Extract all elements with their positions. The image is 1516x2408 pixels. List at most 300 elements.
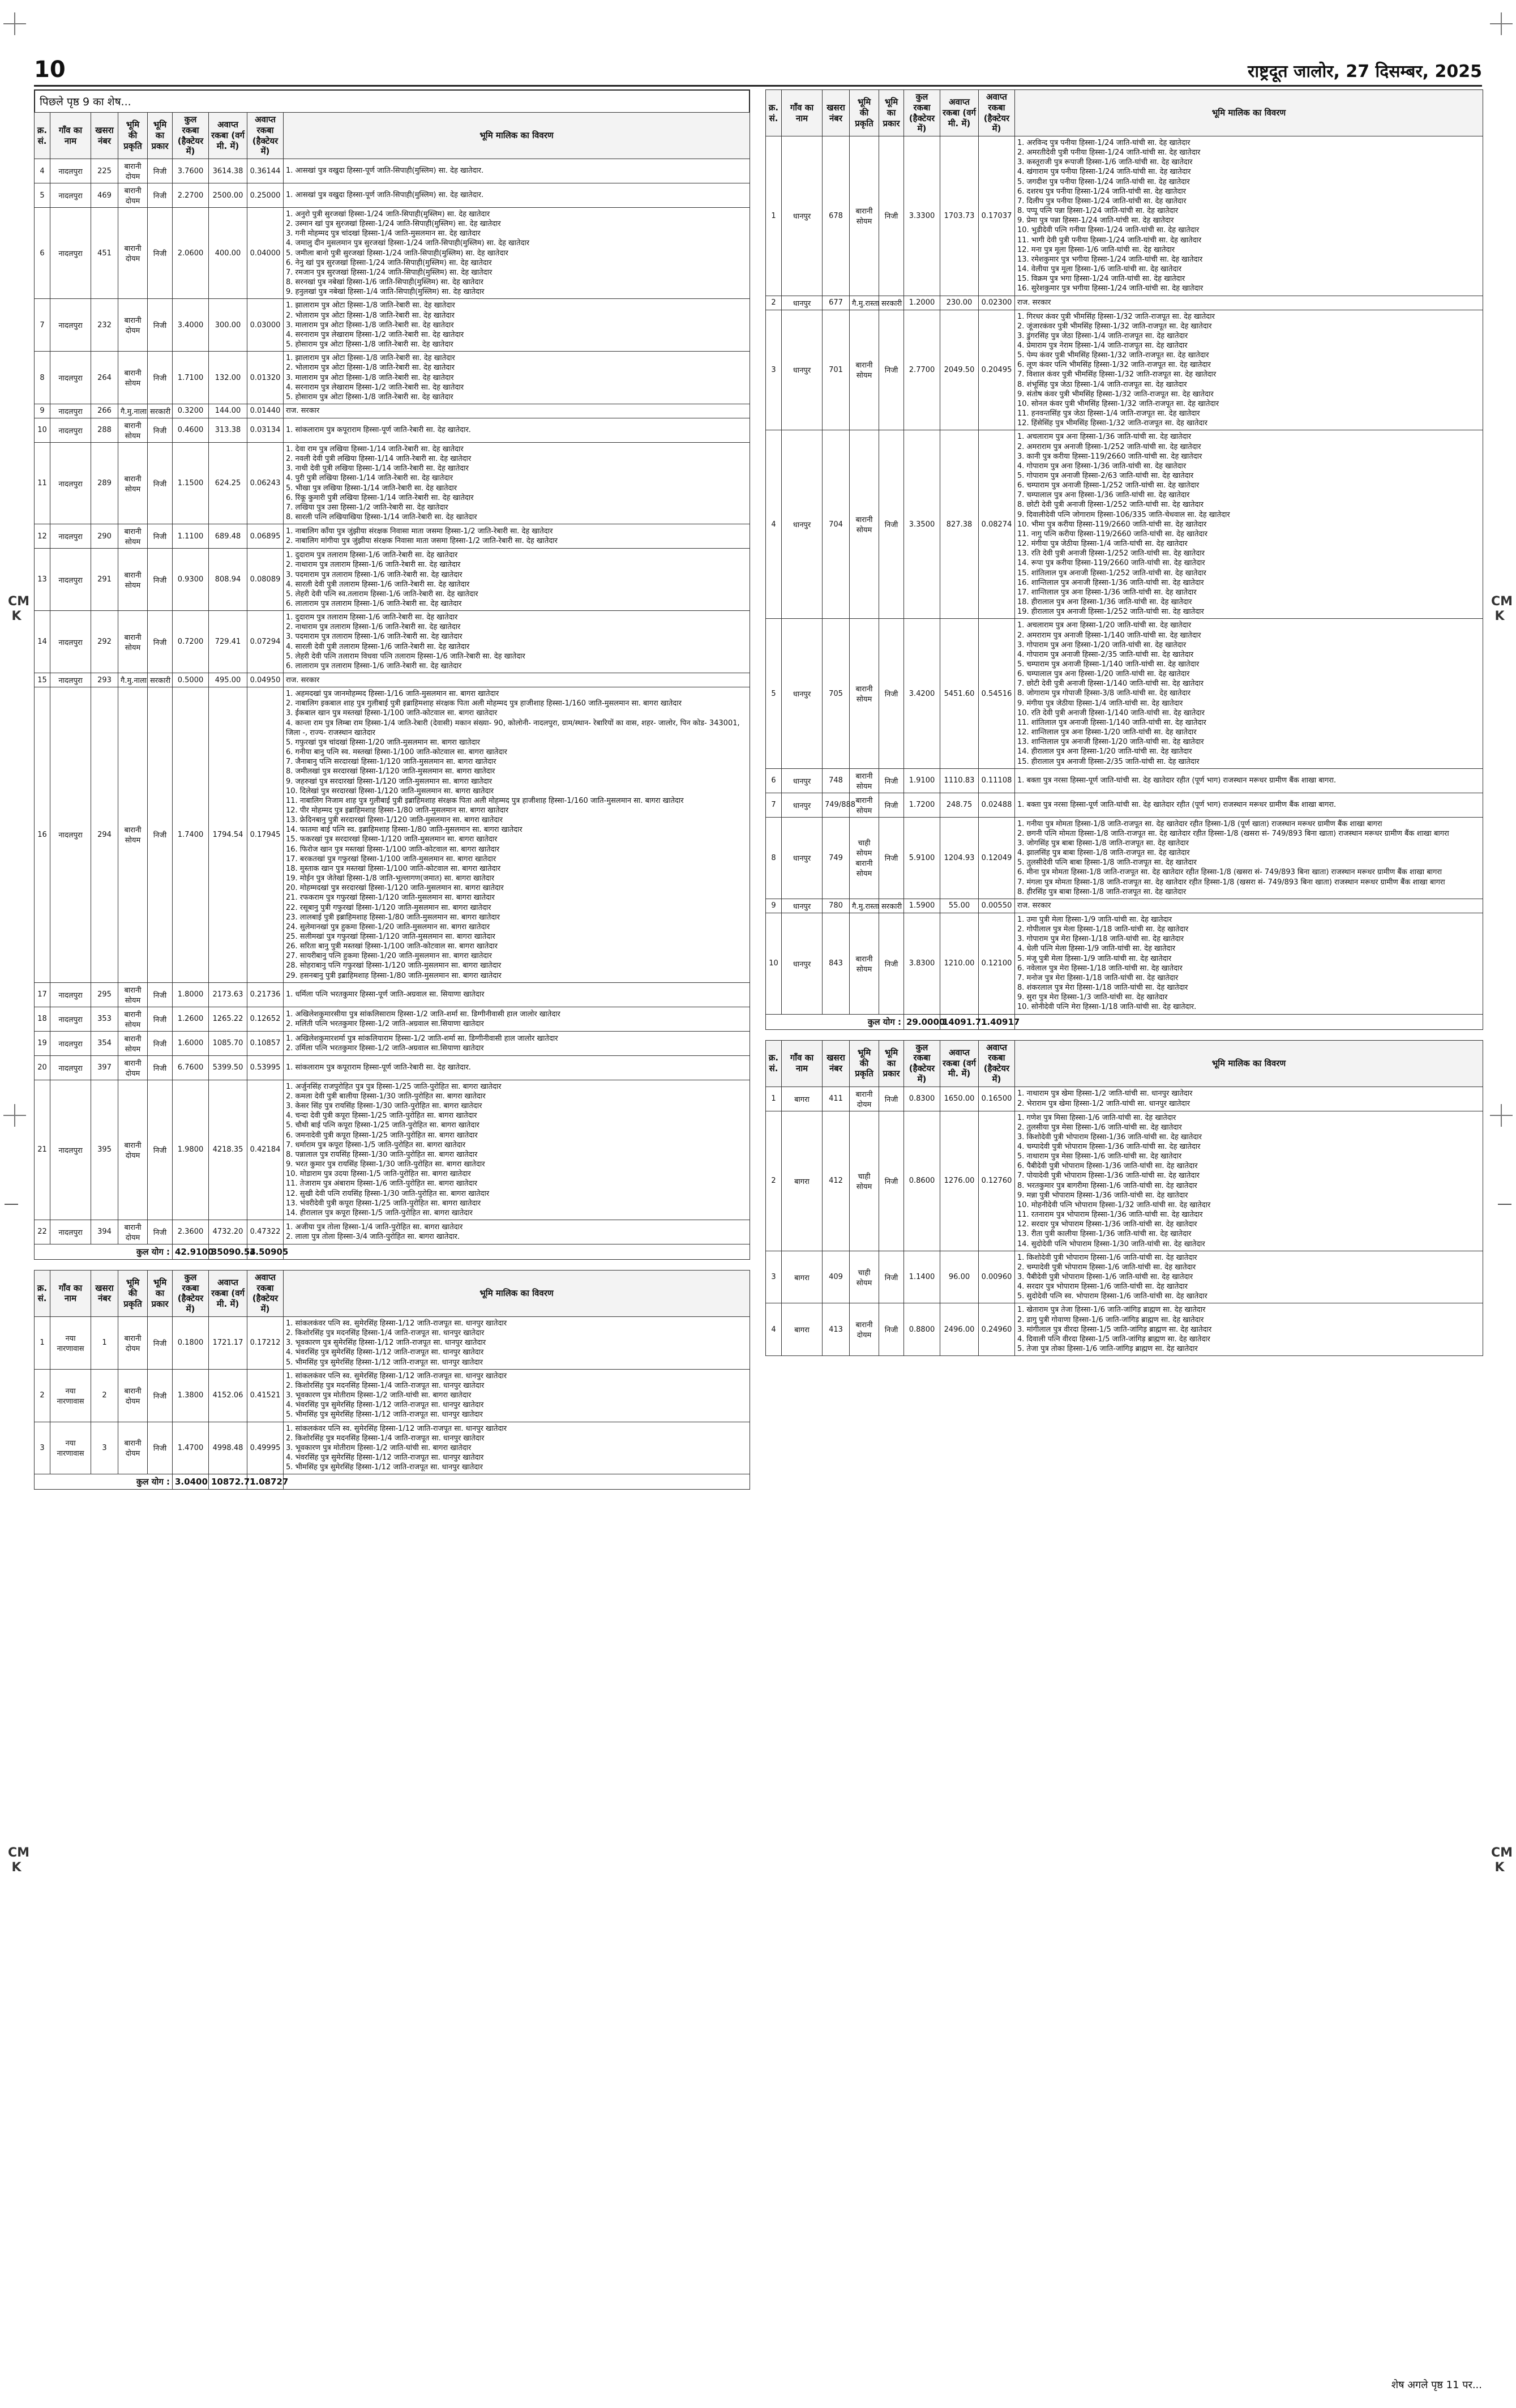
cell-type: निजी — [148, 1031, 173, 1055]
land-table — [34, 1270, 750, 1490]
cell-owners — [284, 673, 750, 687]
column-header: भूमि मालिक का विवरण — [284, 113, 750, 159]
owner-line: 9. मंगीया पुत्र जेठीया हिस्सा-1/4 जाति-घांची सा. देह खातेदार — [1017, 699, 1183, 708]
owner-line: 22. रसूबानु पुत्री गफुरखां हिस्सा-1/120 जाति-मुसलमान सा. बागरा खातेदार — [286, 903, 491, 912]
cell-khasra: 678 — [823, 136, 850, 296]
owner-line: 13. शान्तिलाल पुत्र अनाजी हिस्सा-1/20 जाति-घांची सा. देह खातेदार — [1017, 738, 1204, 747]
cell-sn: 18 — [35, 1007, 50, 1031]
cell-total: 3.7600 — [173, 159, 209, 183]
owner-line: 29. हसनबानु पुत्री इब्राहिमशाह हिस्सा-1/80 जाति-मुसलमान सा. बागरा खातेदार — [286, 971, 502, 980]
owner-line: 9. भरत कुमार पुत्र रायसिंह हिस्सा-1/30 जाति-पुरोहित सा. बागरा खातेदार — [286, 1160, 485, 1169]
cell-nature: गै.मु.नाला — [118, 673, 148, 687]
cell-village: नादलपुरा — [50, 549, 91, 611]
owner-line: 1. अजीया पुत्र तोला हिस्सा-1/4 जाति-पुरोहित सा. बागरा खातेदार — [286, 1222, 463, 1231]
table-row — [766, 1251, 1483, 1303]
cell-acq-ha: 0.16500 — [979, 1087, 1015, 1111]
total-label: कुल योग : — [35, 1244, 173, 1259]
cell-owners — [1015, 899, 1483, 913]
column-header: खसरा नंबर — [91, 113, 118, 159]
owner-line: 2. छगनी पत्नि मोमता हिस्सा-1/8 जाति-राजपूत सा. देह खातेदार रहीत हिस्सा-1/8 (खसरा सं- 749/893 बिना खाता) राजस्थान मरूधर ग्रामीण बैंक शाखा बागरा — [1017, 829, 1449, 838]
owner-line: 3. किशोदेवी पुत्री भोपाराम हिस्सा-1/36 जाति-घांची सा. देह खातेदार — [1017, 1132, 1202, 1141]
cell-acq-sqm: 808.94 — [209, 549, 247, 611]
cell-total: 3.8300 — [904, 913, 940, 1014]
owner-line: 4. झालसिंह पुत्र बाबा हिस्सा-1/8 जाति-राजपूत सा. देह खातेदार — [1017, 849, 1190, 858]
cell-sn: 11 — [35, 442, 50, 524]
page-header — [34, 57, 1482, 87]
owner-line: 1. अखिलेशकुमारसीया पुत्र सांकलिसाराम हिस्सा-1/2 जाति-शर्मा सा. डिग्गीनीवासी हाल जालोर खातेदार — [286, 1010, 560, 1019]
cell-nature: बारानी दोयम — [118, 1220, 148, 1244]
cell-khasra: 701 — [823, 310, 850, 430]
owner-line: 4. प्रेमाराम पुत्र नेराम हिस्सा-1/4 जाति-राजपूत सा. देह खातेदार — [1017, 341, 1188, 350]
cell-nature: बारानी दोयम — [118, 183, 148, 208]
cell-owners — [284, 1007, 750, 1031]
cell-acq-ha: 0.20495 — [979, 310, 1015, 430]
cell-sn: 9 — [35, 404, 50, 418]
fold-mark — [1498, 1204, 1511, 1205]
owner-line: 4. चन्दा देवी पुत्री कपूरा हिस्सा-1/25 जाति-पुरोहित सा. बागरा खातेदार — [286, 1111, 477, 1120]
owner-line: 5. तेजा पुत्र तोका हिस्सा-1/6 जाति-जांगिड़ ब्राह्मण सा. देह खातेदार — [1017, 1345, 1198, 1354]
column-header: अवाप्त रकबा (वर्ग मी. में) — [209, 1270, 247, 1316]
table-row — [766, 768, 1483, 793]
cell-total: 1.7400 — [173, 687, 209, 983]
owner-line: 3. केसर सिंह पुत्र रायसिंह हिस्सा-1/30 जाति-पुरोहित सा. बागरा खातेदार — [286, 1102, 482, 1111]
cell-total: 0.8600 — [904, 1111, 940, 1251]
owner-line: 12. शान्तिलाल पुत्र अना हिस्सा-1/20 जाति-घांची सा. देह खातेदार — [1017, 728, 1197, 737]
cell-acq-sqm: 1265.22 — [209, 1007, 247, 1031]
owner-line: 14. सुदोदेवी पत्नि भोपाराम हिस्सा-1/30 जाति-घांची सा. देह खातेदार — [1017, 1239, 1205, 1248]
cell-total: 1.6000 — [173, 1031, 209, 1055]
owner-line: 1. सांकलकंवर पत्नि स्व. सुमेरसिंह हिस्सा-1/12 जाति-राजपूत सा. धानपुर खातेदार — [286, 1319, 507, 1328]
cell-khasra: 264 — [91, 352, 118, 404]
cell-nature: गै.मु.नाला — [118, 404, 148, 418]
cell-khasra: 451 — [91, 208, 118, 299]
owner-line: 15. विक्रम पुत्र भगा हिस्सा-1/24 जाति-घांची सा. देह खातेदार — [1017, 275, 1185, 284]
cell-acq-sqm: 1085.70 — [209, 1031, 247, 1055]
owner-line: 2. अमराराम पुत्र अनाजी हिस्सा-1/140 जाति-घांची सा. देह खातेदार — [1017, 631, 1201, 640]
cell-village: नादलपुरा — [50, 982, 91, 1007]
owner-line: 1. नाबालिग काँया पुत्र जुंझीया संरक्षक निवासा माता जसमा हिस्सा-1/2 जाति-रेबारी सा. देह खातेदार — [286, 527, 553, 536]
cell-sn: 20 — [35, 1055, 50, 1080]
cell-acq-ha: 0.12100 — [979, 913, 1015, 1014]
cell-total: 0.7200 — [173, 611, 209, 673]
cell-type: निजी — [148, 183, 173, 208]
owner-line: 6. नवेलाल पुत्र मेरा हिस्सा-1/18 जाति-घांची सा. देह खातेदार — [1017, 964, 1183, 973]
cell-acq-sqm: 1276.00 — [940, 1111, 979, 1251]
table-row — [766, 1111, 1483, 1251]
cell-nature: बारानी दोयम — [118, 1369, 148, 1422]
owner-line: 5. भीमसिंह पुत्र सुमेरसिंह हिस्सा-1/12 जाति-राजपूत सा. धानपुर खातेदार — [286, 1463, 483, 1472]
column-header: अवाप्त रकबा (वर्ग मी. में) — [209, 113, 247, 159]
cell-owners — [284, 159, 750, 183]
cell-nature: बारानी दोयम — [118, 159, 148, 183]
column-header: अवाप्त रकबा (वर्ग मी. में) — [940, 1040, 979, 1087]
cell-type: सरकारी — [879, 296, 904, 310]
cell-total: 3.3300 — [904, 136, 940, 296]
cell-type: निजी — [879, 310, 904, 430]
owner-line: 1. धर्मिला पत्नि भरतकुमार हिस्सा-पूर्ण जाति-अग्रवाल सा. सियाणा खातेदार — [286, 990, 485, 999]
cell-khasra: 3 — [91, 1422, 118, 1474]
land-table — [34, 112, 750, 1260]
cell-nature: बारानी दोयम — [850, 1303, 879, 1356]
cell-total: 0.1800 — [173, 1316, 209, 1369]
cell-nature: बारानी सोयम — [850, 768, 879, 793]
table-header-row — [35, 1270, 750, 1316]
cell-village: नादलपुरा — [50, 299, 91, 352]
cell-total: 1.5900 — [904, 899, 940, 913]
cell-khasra: 232 — [91, 299, 118, 352]
owner-line: 2. नाथाराम पुत्र तलाराम हिस्सा-1/6 जाति-रेबारी सा. देह खातेदार — [286, 623, 461, 632]
cell-nature: बारानी दोयम — [118, 1422, 148, 1474]
cell-type: निजी — [148, 524, 173, 549]
cell-type: निजी — [879, 430, 904, 619]
cell-acq-sqm: 4732.20 — [209, 1220, 247, 1244]
owner-line: 10. भीमा पुत्र करीया हिस्सा-119/2660 जाति-घांची सा. देह खातेदार — [1017, 520, 1207, 529]
cell-village: धानपुर — [782, 793, 823, 817]
owner-line: 28. सोहराबानु पत्नि गफुरखां हिस्सा-1/120 जाति-मुसलमान सा. बागरा खातेदार — [286, 961, 502, 970]
owner-line: 1. अहमदखां पुत्र जानमोहम्मद हिस्सा-1/16 जाति-मुसलमान सा. बागरा खातेदार — [286, 690, 499, 699]
table-row — [766, 136, 1483, 296]
owner-line: 3. भूवकारण पुत्र मोतीराम हिस्सा-1/2 जाति-घांची सा. बागरा खातेदार — [286, 1391, 472, 1400]
cell-type: निजी — [148, 352, 173, 404]
table-row — [766, 817, 1483, 899]
cell-acq-ha: 0.53995 — [247, 1055, 284, 1080]
cell-village: नया नारणावास — [50, 1369, 91, 1422]
owner-line: 3. गोपाराम पुत्र मेरा हिस्सा-1/18 जाति-घांची सा. देह खातेदार — [1017, 935, 1184, 944]
cell-sn: 8 — [35, 352, 50, 404]
table-row — [766, 1303, 1483, 1356]
cell-acq-ha: 0.04000 — [247, 208, 284, 299]
column-header: भूमि की प्रकृति — [118, 1270, 148, 1316]
cell-owners — [284, 611, 750, 673]
owner-line: 5. पेम्प कंवर पुत्री भीमसिंह हिस्सा-1/32 जाति-राजपूत सा. देह खातेदार — [1017, 351, 1209, 360]
table-row — [35, 549, 750, 611]
cell-acq-sqm: 248.75 — [940, 793, 979, 817]
owner-line: राज. सरकार — [286, 407, 320, 416]
cell-owners — [284, 1031, 750, 1055]
owner-line: 1. गणेश पुत्र मिसा हिस्सा-1/6 जाति-घांची सा. देह खातेदार — [1017, 1113, 1176, 1122]
cell-sn: 6 — [766, 768, 782, 793]
cell-total: 6.7600 — [173, 1055, 209, 1080]
registration-mark: CM K — [1491, 594, 1513, 624]
owner-line: 3. गनी मोहम्मद पुत्र चांदखां हिस्सा-1/4 जाति-मुसलमान सा. देह खातेदार — [286, 229, 481, 238]
cell-total: 0.8800 — [904, 1303, 940, 1356]
cell-type: निजी — [148, 442, 173, 524]
owner-line: 5. सुदोदेवी पत्नि स्व. भोपाराम हिस्सा-1/6 जाति-घांची सा. देह खातेदार — [1017, 1292, 1207, 1301]
owner-line: 9. जहरुखां पुत्र सरदारखां हिस्सा-1/120 जाति-मुसलमान सा. बागरा खातेदार — [286, 777, 493, 786]
cell-khasra: 292 — [91, 611, 118, 673]
owner-line: 1. गनीया पुत्र मोमता हिस्सा-1/8 जाति-राजपूत सा. देह खातेदार रहीत हिस्सा-1/8 (पूर्ण खाता) राजस्थान मरूधर ग्रामीण बैंक शाखा बागरा — [1017, 819, 1382, 828]
owner-line: 5. लेहरी देवी पत्नि तलाराम विधवा पत्नि तलाराम हिस्सा-1/6 जाति-रेबारी सा. देह खातेदार — [286, 652, 525, 661]
total-row — [35, 1474, 750, 1490]
column-header: भूमि का प्रकार — [879, 90, 904, 136]
owner-line: 1. दुदाराम पुत्र तलाराम हिस्सा-1/6 जाति-रेबारी सा. देह खातेदार — [286, 551, 458, 560]
cell-owners — [1015, 430, 1483, 619]
owner-line: 4. भंवरसिंह पुत्र सुमेरसिंह हिस्सा-1/12 जाति-राजपूत सा. धानपुर खातेदार — [286, 1348, 484, 1357]
cell-acq-ha: 0.02488 — [979, 793, 1015, 817]
table-row — [35, 1422, 750, 1474]
column-header: क्र. सं. — [35, 113, 50, 159]
owner-line: 7. मनोज पुत्र मेरा हिस्सा-1/18 जाति-घांची सा. देह खातेदार — [1017, 973, 1179, 982]
cell-nature: बारानी सोयम — [850, 136, 879, 296]
cell-nature: गै.मु.रास्ता — [850, 899, 879, 913]
cell-acq-ha: 0.42184 — [247, 1080, 284, 1220]
cell-owners — [284, 549, 750, 611]
cell-acq-sqm: 1721.17 — [209, 1316, 247, 1369]
owner-line: 3. पदमाराम पुत्र तलाराम हिस्सा-1/6 जाति-रेबारी सा. देह खातेदार — [286, 632, 462, 641]
owner-line: 6. मीना पुत्र मोमता हिस्सा-1/8 जाति-राजपूत सा. देह खातेदार रहीत हिस्सा-1/8 (खसरा सं- 749/893 बिना खाता) राजस्थान मरूधर ग्रामीण बैंक शाखा बागरा — [1017, 868, 1442, 877]
cell-nature: बारानी सोयम — [118, 352, 148, 404]
column-header: गाँव का नाम — [50, 113, 91, 159]
cell-type: निजी — [148, 418, 173, 442]
cell-nature: चाही सोयम — [850, 1111, 879, 1251]
cell-acq-ha: 0.00960 — [979, 1251, 1015, 1303]
owner-line: 5. भीखा पुत्र लखिया हिस्सा-1/14 जाति-रेबारी सा. देह खातेदार — [286, 484, 457, 493]
table-row — [35, 524, 750, 549]
cell-sn: 1 — [35, 1316, 50, 1369]
owner-line: 4. सरनाराम पुत्र लेखाराम हिस्सा-1/2 जाति-रेबारी सा. देह खातेदार — [286, 330, 464, 339]
owner-line: 9. मन्ना पुत्री भोपाराम हिस्सा-1/36 जाति-घांची सा. देह खातेदार — [1017, 1191, 1188, 1200]
column-header: अवाप्त रकबा (हैक्टेयर में) — [247, 113, 284, 159]
column-header: अवाप्त रकबा (वर्ग मी. में) — [940, 90, 979, 136]
cell-nature: बारानी सोयम — [850, 310, 879, 430]
cell-sn: 5 — [35, 183, 50, 208]
owner-line: 10. रति देवी पुत्री अनाजी हिस्सा-1/140 जाति-घांची सा. देह खातेदार — [1017, 708, 1205, 717]
total-total: 3.0400 — [173, 1474, 209, 1490]
owner-line: 9. हनुलखां पुत्र नबेखां हिस्सा-1/4 जाति-सिपाही(मुस्लिम) सा. देह खातेदार — [286, 288, 485, 297]
owner-line: 11. तेजाराम पुत्र अंबाराम हिस्सा-1/6 जाति-पुरोहित सा. बागरा खातेदार — [286, 1179, 477, 1188]
total-label: कुल योग : — [35, 1474, 173, 1490]
owner-line: 11. हनवन्तसिंह पुत्र जेठा हिस्सा-1/4 जाति-राजपूत सा. देह खातेदार — [1017, 409, 1200, 418]
cell-owners — [284, 1422, 750, 1474]
owner-line: 1. सांकलकंवर पत्नि स्व. सुमेरसिंह हिस्सा-1/12 जाति-राजपूत सा. धानपुर खातेदार — [286, 1424, 507, 1433]
total-total: 42.9100 — [173, 1244, 209, 1259]
cell-village: बागरा — [782, 1087, 823, 1111]
owner-line: 2. नाबालिग मांगीया पुत्र जुंझीया संरक्षक निवासा माता जसमा हिस्सा-1/2 जाति-रेबारी सा. देह खातेदार — [286, 537, 558, 546]
owner-line: 14. हीरालाल पुत्र अना हिस्सा-1/20 जाति-घांची सा. देह खातेदार — [1017, 747, 1192, 756]
cell-nature: गै.मु.रास्ता — [850, 296, 879, 310]
owner-line: 5. होसाराम पुत्र ओटा हिस्सा-1/8 जाति-रेबारी सा. देह खातेदार — [286, 392, 453, 401]
owner-line: 4. गोपाराम पुत्र अनाजी हिस्सा-2/35 जाति-घांची सा. देह खातेदार — [1017, 650, 1194, 659]
cell-acq-ha: 0.08274 — [979, 430, 1015, 619]
cell-sn: 19 — [35, 1031, 50, 1055]
cell-acq-sqm: 495.00 — [209, 673, 247, 687]
cell-type: निजी — [148, 1007, 173, 1031]
owner-line: 12. मंगीया पुत्र जेठीया हिस्सा-1/4 जाति-घांची सा. देह खातेदार — [1017, 540, 1188, 549]
cell-khasra: 394 — [91, 1220, 118, 1244]
total-blank — [1015, 1014, 1483, 1029]
owner-line: 13. रीता पुत्री कालीया हिस्सा-1/36 जाति-घांची सा. देह खातेदार — [1017, 1230, 1192, 1239]
cell-acq-ha: 0.03134 — [247, 418, 284, 442]
cell-type: निजी — [879, 1087, 904, 1111]
column-header: कुल रकबा (हैक्टेयर में) — [904, 1040, 940, 1087]
owner-line: 7. छोटी देवी पुत्री अनाजी हिस्सा-1/140 जाति-घांची सा. देह खातेदार — [1017, 679, 1204, 688]
cell-total: 2.3600 — [173, 1220, 209, 1244]
owner-line: 9. दिवालीदेवी पत्नि जोगाराम हिस्सा-106/335 जाति-चेधवाल सा. देह खातेदार — [1017, 510, 1230, 519]
cell-owners — [1015, 817, 1483, 899]
cell-owners — [284, 982, 750, 1007]
cell-owners — [1015, 296, 1483, 310]
cell-sn: 3 — [766, 310, 782, 430]
owner-line: 8. छोटी देवी पुत्री अनाजी हिस्सा-1/252 जाति-घांची सा. देह खातेदार — [1017, 501, 1204, 510]
total-acq-ha: 1.08727 — [247, 1474, 284, 1490]
cell-acq-ha: 0.54516 — [979, 619, 1015, 768]
owner-line: 1. अर्जुनसिंह राजपुरोहित पुत्र पुत्र हिस्सा-1/25 जाति-पुरोहित सा. बागरा खातेदार — [286, 1082, 502, 1091]
column-header: अवाप्त रकबा (हैक्टेयर में) — [979, 1040, 1015, 1087]
cell-total: 1.1500 — [173, 442, 209, 524]
cell-khasra: 294 — [91, 687, 118, 983]
cell-acq-sqm: 2049.50 — [940, 310, 979, 430]
owner-line: 1. आसखां पुत्र वखुदा हिस्सा-पूर्ण जाति-सिपाही(मुस्लिम) सा. देह खातेदार. — [286, 191, 484, 200]
owner-line: 10. भुडीदेवी पत्नि गनीया हिस्सा-1/24 जाति-घांची सा. देह खातेदार — [1017, 226, 1200, 235]
owner-line: 18. हीरालाल पुत्र अना हिस्सा-1/36 जाति-घांची सा. देह खातेदार — [1017, 598, 1192, 607]
cell-total: 3.4000 — [173, 299, 209, 352]
owner-line: 6. दशरथ पुत्र पनीया हिस्सा-1/24 जाति-घांची सा. देह खातेदार — [1017, 187, 1187, 196]
cell-khasra: 411 — [823, 1087, 850, 1111]
cell-acq-sqm: 5399.50 — [209, 1055, 247, 1080]
table-row — [35, 352, 750, 404]
table-row — [35, 687, 750, 983]
owner-line: 3. भूवकारण पुत्र मोतीराम हिस्सा-1/2 जाति-घांची सा. बागरा खातेदार — [286, 1443, 472, 1452]
cell-sn: 2 — [766, 296, 782, 310]
owner-line: 6. लालाराम पुत्र तलाराम हिस्सा-1/6 जाति-रेबारी सा. देह खातेदार — [286, 600, 462, 608]
cell-acq-sqm: 1703.73 — [940, 136, 979, 296]
table-header-row — [35, 113, 750, 159]
owner-line: 6. लूण कंवर पत्नि भीमसिंह हिस्सा-1/32 जाति-राजपूत सा. देह खातेदार — [1017, 361, 1211, 370]
owner-line: 8. हीरसिंह पुत्र बाबा हिस्सा-1/8 जाति-राजपूत सा. देह खातेदार — [1017, 887, 1187, 896]
column-header: कुल रकबा (हैक्टेयर में) — [904, 90, 940, 136]
cell-khasra: 353 — [91, 1007, 118, 1031]
cell-total: 1.7200 — [904, 793, 940, 817]
owner-line: 1. किशोदेवी पुत्री भोपाराम हिस्सा-1/6 जाति-घांची सा. देह खातेदार — [1017, 1253, 1197, 1262]
owner-line: 3. पदमाराम पुत्र तलाराम हिस्सा-1/6 जाति-रेबारी सा. देह खातेदार — [286, 570, 462, 579]
registration-mark: CM K — [8, 1846, 30, 1875]
cell-village: धानपुर — [782, 136, 823, 296]
column-header: खसरा नंबर — [91, 1270, 118, 1316]
cell-owners — [1015, 768, 1483, 793]
cell-acq-ha: 0.10857 — [247, 1031, 284, 1055]
cell-acq-sqm: 300.00 — [209, 299, 247, 352]
cell-nature: बारानी सोयम — [118, 418, 148, 442]
cell-type: निजी — [879, 136, 904, 296]
cell-khasra: 288 — [91, 418, 118, 442]
cell-nature: बारानी दोयम — [118, 1080, 148, 1220]
right-column — [765, 89, 1483, 1356]
cell-total: 0.9300 — [173, 549, 209, 611]
owner-line: 9. प्रेमा पुत्र पन्ना हिस्सा-1/24 जाति-घांची सा. देह खातेदार — [1017, 216, 1174, 225]
cell-owners — [284, 524, 750, 549]
cell-sn: 7 — [35, 299, 50, 352]
owner-line: 4. धेली पत्नि मेला हिस्सा-1/9 जाति-घांची सा. देह खातेदार — [1017, 944, 1176, 953]
column-header: क्र. सं. — [766, 90, 782, 136]
table-row — [766, 296, 1483, 310]
owner-line: 5. तुलसीदेवी पत्नि बाबा हिस्सा-1/8 जाति-राजपूत सा. देह खातेदार — [1017, 858, 1197, 867]
cell-type: सरकारी — [879, 899, 904, 913]
column-header: क्र. सं. — [35, 1270, 50, 1316]
owner-line: 3. जोगसिंह पुत्र बाबा हिस्सा-1/8 जाति-राजपूत सा. देह खातेदार — [1017, 839, 1189, 848]
cell-acq-sqm: 55.00 — [940, 899, 979, 913]
owner-line: 12. सुखी देवी पत्नि रायसिंह हिस्सा-1/30 जाति-पुरोहित सा. बागरा खातेदार — [286, 1189, 490, 1198]
cell-acq-sqm: 1794.54 — [209, 687, 247, 983]
owner-line: 26. सरिता बानु पुत्री मस्तखां हिस्सा-1/100 जाति-कोटवाल सा. बागरा खातेदार — [286, 942, 498, 951]
cell-khasra: 397 — [91, 1055, 118, 1080]
cell-acq-ha: 0.17212 — [247, 1316, 284, 1369]
owner-line: 2. अमराराम पुत्र अनाजी हिस्सा-1/252 जाति-घांची सा. देह खातेदार — [1017, 442, 1201, 451]
owner-line: 11. नागु पत्नि करीया हिस्सा-119/2660 जाति-घांची सा. देह खातेदार — [1017, 529, 1207, 538]
owner-line: 2. भोलाराम पुत्र ओटा हिस्सा-1/8 जाति-रेबारी सा. देह खातेदार — [286, 363, 455, 373]
cell-total: 1.9800 — [173, 1080, 209, 1220]
cell-acq-ha: 0.49995 — [247, 1422, 284, 1474]
cell-village: धानपुर — [782, 296, 823, 310]
cell-sn: 4 — [766, 1303, 782, 1356]
cell-khasra: 266 — [91, 404, 118, 418]
cell-type: निजी — [879, 793, 904, 817]
owner-line: 7. मंगला पुत्र मोमता हिस्सा-1/8 जाति-राजपूत सा. देह खातेदार रहीत हिस्सा-1/8 (खसरा सं- 749/893 बिना खाता) राजस्थान मरूधर ग्रामीण बैंक शाखा बागरा — [1017, 878, 1445, 887]
cell-nature: बारानी सोयम — [118, 687, 148, 983]
owner-line: 6. लालाराम पुत्र तलाराम हिस्सा-1/6 जाति-रेबारी सा. देह खातेदार — [286, 661, 462, 670]
cell-type: निजी — [148, 982, 173, 1007]
cell-nature: चाही सोयम बारानी सोयम — [850, 817, 879, 899]
owner-line: 10. सोनीदेवी पत्नि मेरा हिस्सा-1/18 जाति-घांची सा. देह खातेदार. — [1017, 1003, 1197, 1012]
owner-line: 1. सांकलाराम पुत्र कपूराराम हिस्सा-पूर्ण जाति-रेबारी सा. देह खातेदार. — [286, 1063, 471, 1072]
cell-type: निजी — [148, 1369, 173, 1422]
owner-line: 14. हीरालाल पुत्र कपूरा हिस्सा-1/5 जाति-पुरोहित सा. बागरा खातेदार — [286, 1208, 473, 1217]
cell-acq-ha: 0.24960 — [979, 1303, 1015, 1356]
owner-line: 8. भरतकुमार पुत्र बागरीमा हिस्सा-1/6 जाति-घांची सा. देह खातेदार — [1017, 1181, 1197, 1190]
cell-total: 0.4600 — [173, 418, 209, 442]
table-row — [35, 183, 750, 208]
owner-line: 12. सरदार पुत्र भोपाराम हिस्सा-1/36 जाति-घांची सा. देह खातेदार — [1017, 1220, 1197, 1229]
cell-sn: 2 — [766, 1111, 782, 1251]
table-row — [35, 1031, 750, 1055]
cell-total: 1.1400 — [904, 1251, 940, 1303]
cell-khasra: 469 — [91, 183, 118, 208]
cell-type: निजी — [148, 1220, 173, 1244]
cell-nature: बारानी सोयम — [118, 524, 148, 549]
owner-line: 1. बक्ता पुत्र नरसा हिस्सा-पूर्ण जाति-घांची सा. देह खातेदार रहीत (पूर्ण भाग) राजस्थान मरूधर ग्रामीण बैंक शाखा बागरा. — [1017, 801, 1337, 810]
owner-line: 2. चम्पादेवी पुत्री भोपाराम हिस्सा-1/6 जाति-घांची सा. देह खातेदार — [1017, 1263, 1196, 1272]
cell-type: सरकारी — [148, 404, 173, 418]
owner-line: 7. पोयादेवी पुत्री भोपाराम हिस्सा-1/36 जाति-घांची सा. देह खातेदार — [1017, 1171, 1200, 1181]
owner-line: 1. अचलाराम पुत्र अना हिस्सा-1/36 जाति-घांची सा. देह खातेदार — [1017, 433, 1192, 442]
owner-line: 2. डागु पुत्री गोवाणा हिस्सा-1/6 जाति-जांगिड़ ब्राह्मण सा. देह खातेदार — [1017, 1315, 1204, 1324]
cell-acq-sqm: 1650.00 — [940, 1087, 979, 1111]
cell-village: धानपुर — [782, 310, 823, 430]
owner-line: 4. चम्पादेवी पुत्री भोपाराम हिस्सा-1/36 जाति-घांची सा. देह खातेदार — [1017, 1142, 1201, 1151]
owner-line: 14. वेलीया पुत्र मूला हिस्सा-1/6 जाति-घांची सा. देह खातेदार — [1017, 265, 1182, 274]
cell-owners — [284, 208, 750, 299]
cell-acq-sqm: 144.00 — [209, 404, 247, 418]
cell-acq-sqm: 1204.93 — [940, 817, 979, 899]
cell-khasra: 704 — [823, 430, 850, 619]
cell-khasra: 748 — [823, 768, 850, 793]
owner-line: 2. अमरतीदेवी पुत्री पनीया हिस्सा-1/24 जाति-घांची सा. देह खातेदार — [1017, 148, 1201, 157]
cell-owners — [284, 352, 750, 404]
owner-line: 13. फ्रेदिनबानु पुत्री सरदारखां हिस्सा-1/120 जाति-मुसलमान सा. बागरा खातेदार — [286, 816, 503, 825]
owner-line: 1. झालाराम पुत्र ओटा हिस्सा-1/8 जाति-रेबारी सा. देह खातेदार — [286, 354, 455, 363]
column-header: भूमि की प्रकृति — [118, 113, 148, 159]
cell-khasra: 677 — [823, 296, 850, 310]
owner-line: 7. चम्पालाल पुत्र अना हिस्सा-1/36 जाति-घांची सा. देह खातेदार — [1017, 491, 1190, 500]
owner-line: 4. दिवाली पत्नि वीरदा हिस्सा-1/5 जाति-जांगिड़ ब्राह्मण सा. देह खातेदार — [1017, 1335, 1210, 1344]
owner-line: 25. सलीमखां पुत्र गफुरखां हिस्सा-1/120 जाति-मुसलमान सा. बागरा खातेदार — [286, 933, 495, 941]
owner-line: 14. फातमा बाई पत्नि स्व. इब्राहिमशाह हिस्सा-1/80 जाति-मुसलमान सा. बागरा खातेदार — [286, 826, 523, 835]
cell-owners — [1015, 310, 1483, 430]
owner-line: 15. फकरखां पुत्र सरदारखां हिस्सा-1/120 जाति-मुसलमान सा. बागरा खातेदार — [286, 835, 498, 844]
registration-mark: CM K — [1491, 1846, 1513, 1875]
column-header: भूमि मालिक का विवरण — [1015, 90, 1483, 136]
owner-line: 8. शंकरलाल पुत्र मेरा हिस्सा-1/18 जाति-घांची सा. देह खातेदार — [1017, 983, 1188, 993]
cell-total: 1.8000 — [173, 982, 209, 1007]
